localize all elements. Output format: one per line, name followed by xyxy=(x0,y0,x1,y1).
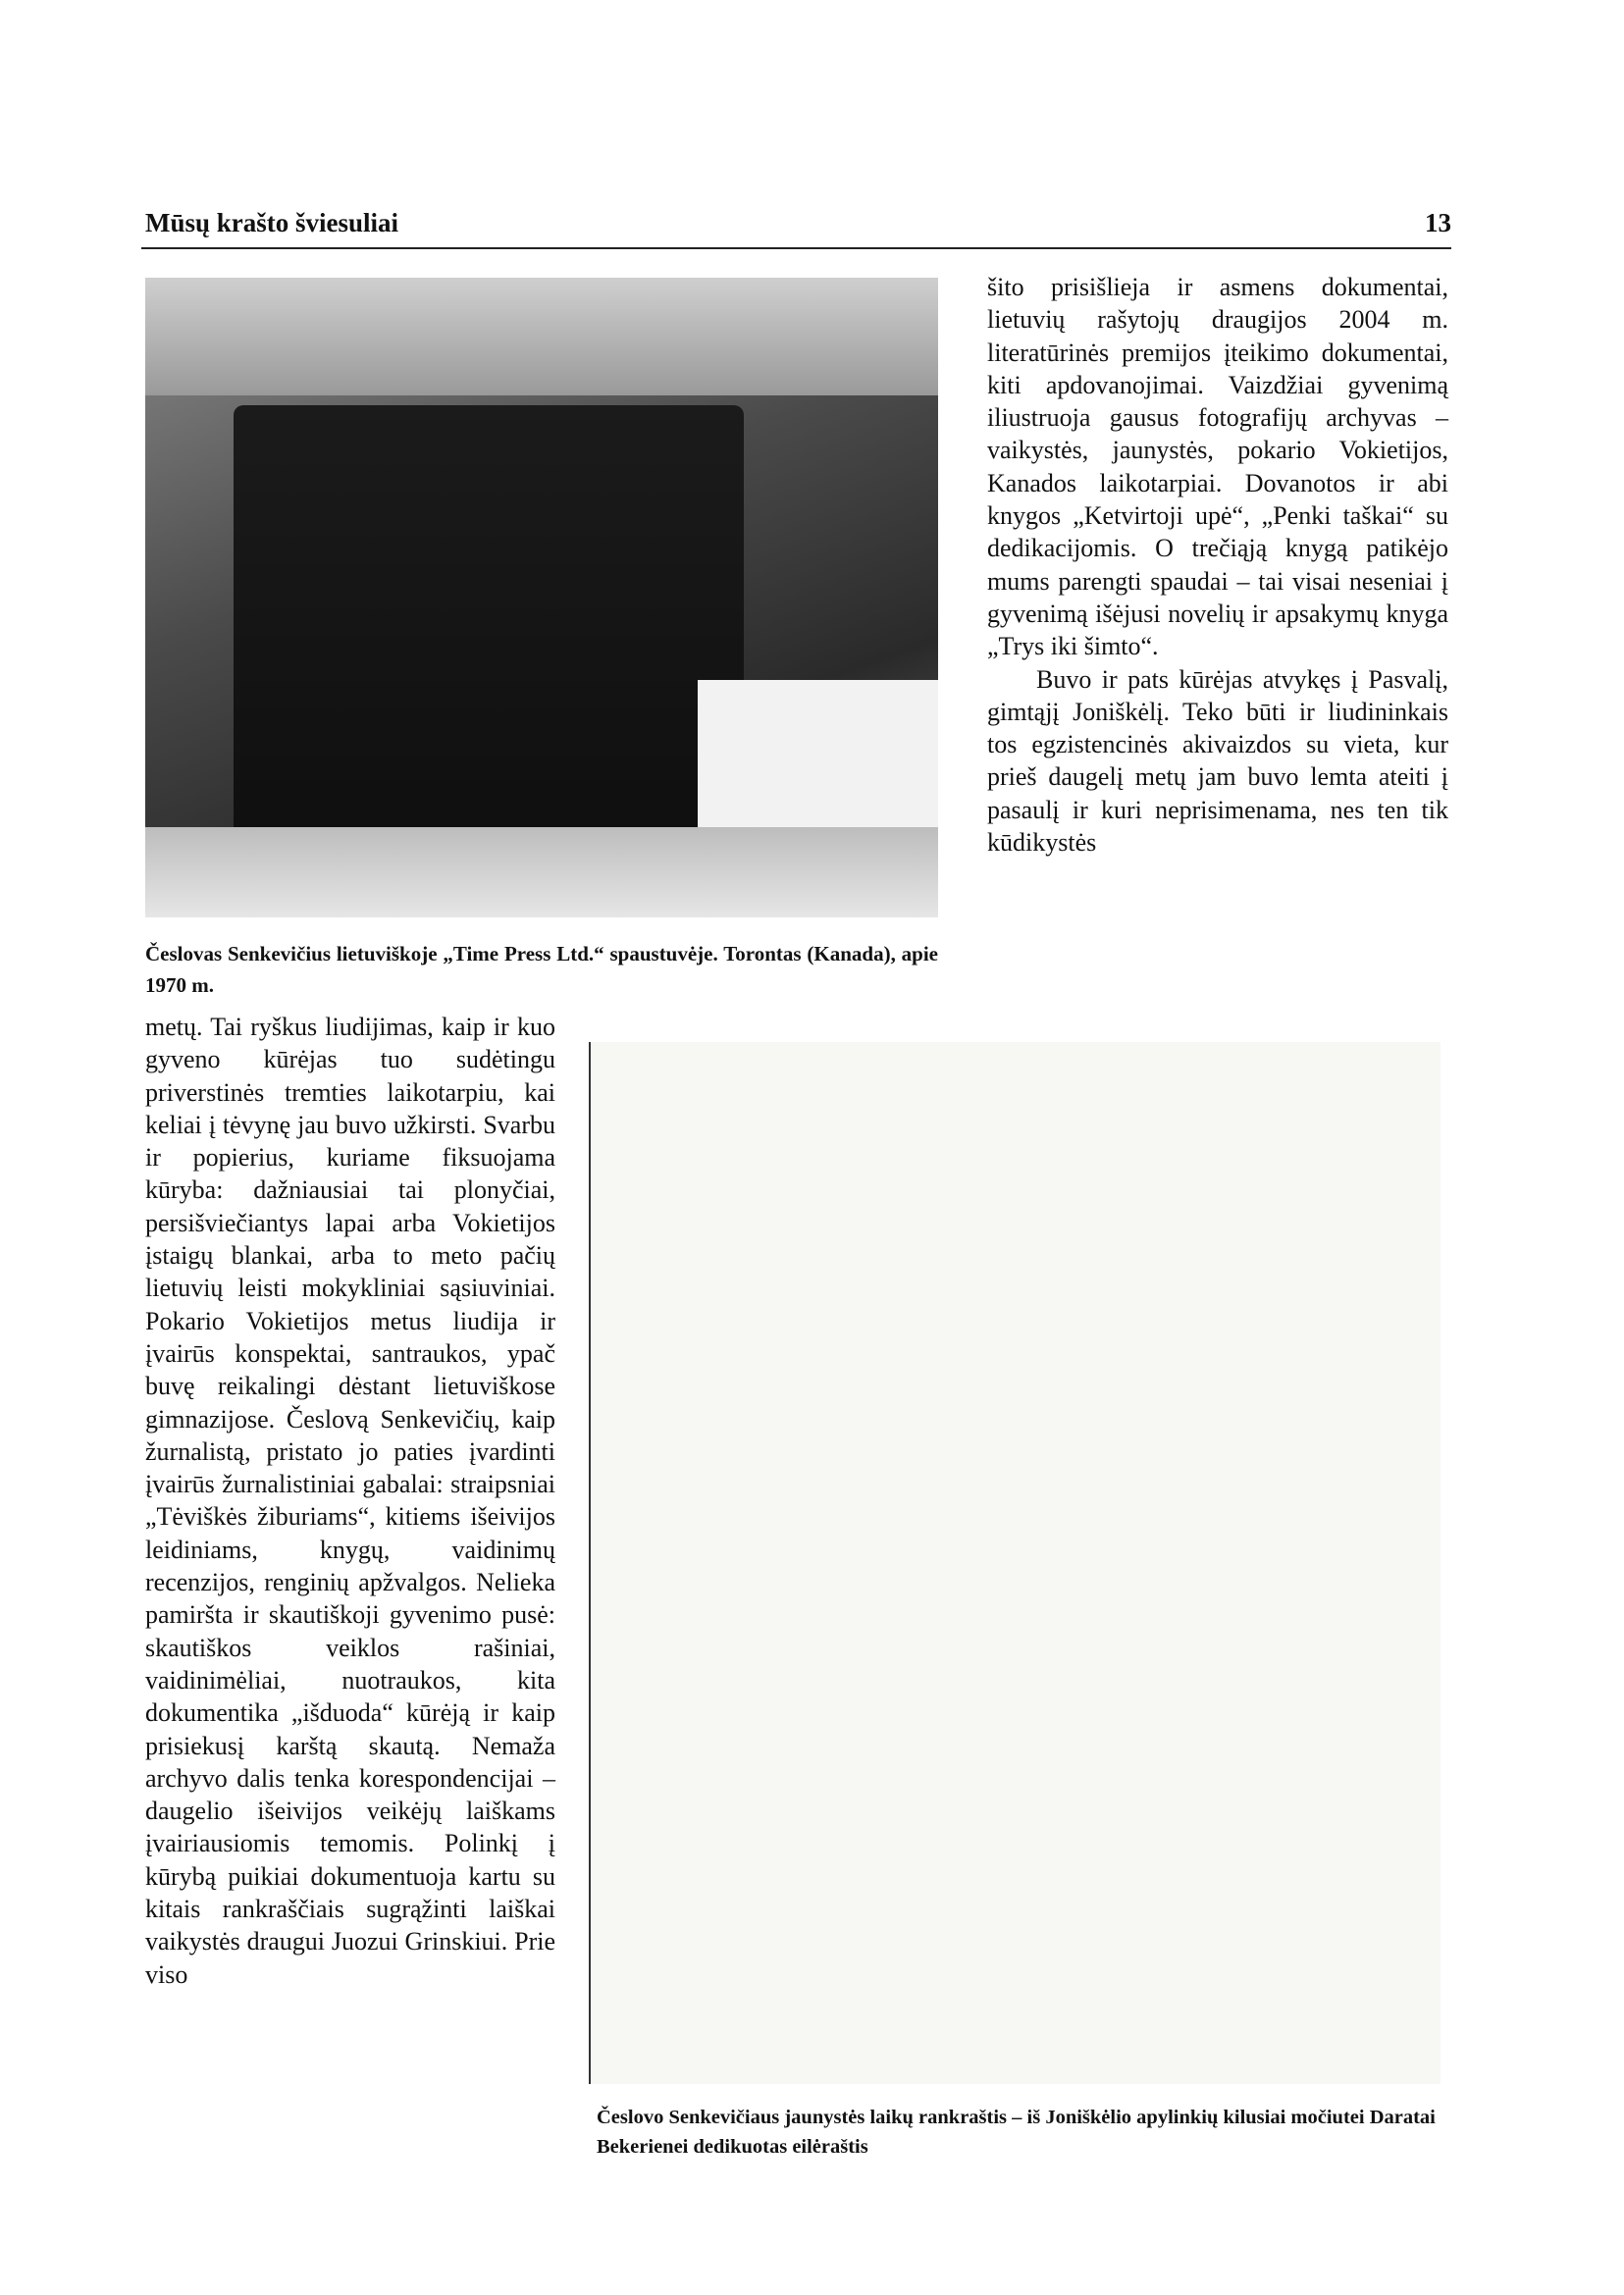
paragraph: metų. Tai ryškus liudijimas, kaip ir kuo gyveno kūrėjas tuo sudėtingu priverstinės tremties laikotarpiu, kai keliai į tėvynę jau buvo užkirsti. Svarbu ir popierius, kuriame fiksuojama kūryba: dažniausiai tai plonyčiai, persišviečiantys lapai arba Vokietijos įstaigų blankai, arba to meto pačių lietuvių leisti mokykliniai sąsiuviniai. Pokario Vokietijos metus liudija ir įvairūs konspektai, santraukos, ypač buvę reikalingi dėstant lietuviškose gimnazijose. Česlovą Senkevičių, kaip žurnalistą, pristato jo paties įvardinti įvairūs žurnalistiniai gabalai: straipsniai „Tėviškės žiburiams“, kitiems išeivijos leidiniams, knygų, vaidinimų recenzijos, renginių apžvalgos. Nelieka pamiršta ir skautiškoji gyvenimo pusė: skautiškos veiklos rašiniai, vaidinimėliai, nuotraukos, kita dokumentika „išduoda“ kūrėją ir kaip prisiekusį karštą skautą. Nemaža archyvo dalis tenka korespondencijai – daugelio išeivijos veikėjų laiškams įvairiausiomis temomis. Polinkį į kūrybą puikiai dokumentuoja kartu su kitais rankraščiais sugrąžinti laiškai vaikystės draugui Juozui Grinskiui. Prie viso xyxy=(145,1013,555,1989)
right-column-text xyxy=(987,271,1448,859)
paragraph: Buvo ir pats kūrėjas atvykęs į Pasvalį, gimtąjį Joniškėlį. Teko būti ir liudininkais tos egzistencinės akivaizdos su vieta, kur prieš daugelį metų jam buvo lemta ateiti į pasaulį ir kuri neprisimenama, nes ten tik kūdikystės xyxy=(987,664,1448,858)
photo-printing-press xyxy=(234,405,744,876)
running-header-title: Mūsų krašto šviesuliai xyxy=(145,208,399,237)
manuscript-caption: Česlovo Senkevičiaus jaunystės laikų rankraštis – iš Joniškėlio apylinkių kilusiai močiutei Daratai Bekerienei dedikuotas eilėraštis xyxy=(597,2107,1436,2158)
header-divider xyxy=(141,247,1451,249)
paragraph: šito prisišlieja ir asmens dokumentai, lietuvių rašytojų draugijos 2004 m. literatūrinės premijos įteikimo dokumentai, kiti apdovanojimai. Vaizdžiai gyvenimą iliustruoja gausus fotografijų archyvas – vaikystės, jaunystės, pokario Vokietijos, Kanados laikotarpiai. Dovanotos ir abi knygos „Ketvirtoji upė“, „Penki taškai“ su dedikacijomis. O trečiąją knygą patikėjo mums parengti spaudai – tai visai neseniai į gyvenimą išėjusi novelių ir apsakymų knyga „Trys iki šimto“. xyxy=(987,273,1448,661)
page-number: 13 xyxy=(1425,208,1451,237)
photo-caption: Česlovas Senkevičius lietuviškoje „Time Press Ltd.“ spaustuvėje. Torontas (Kanada), apie 1970 m. xyxy=(145,942,938,997)
printshop-photo xyxy=(145,278,938,917)
photo-shelf-area xyxy=(145,278,938,395)
photo-floor-area xyxy=(145,827,938,917)
handwritten-manuscript-image xyxy=(589,1042,1441,2084)
left-column-text xyxy=(145,1011,555,1991)
